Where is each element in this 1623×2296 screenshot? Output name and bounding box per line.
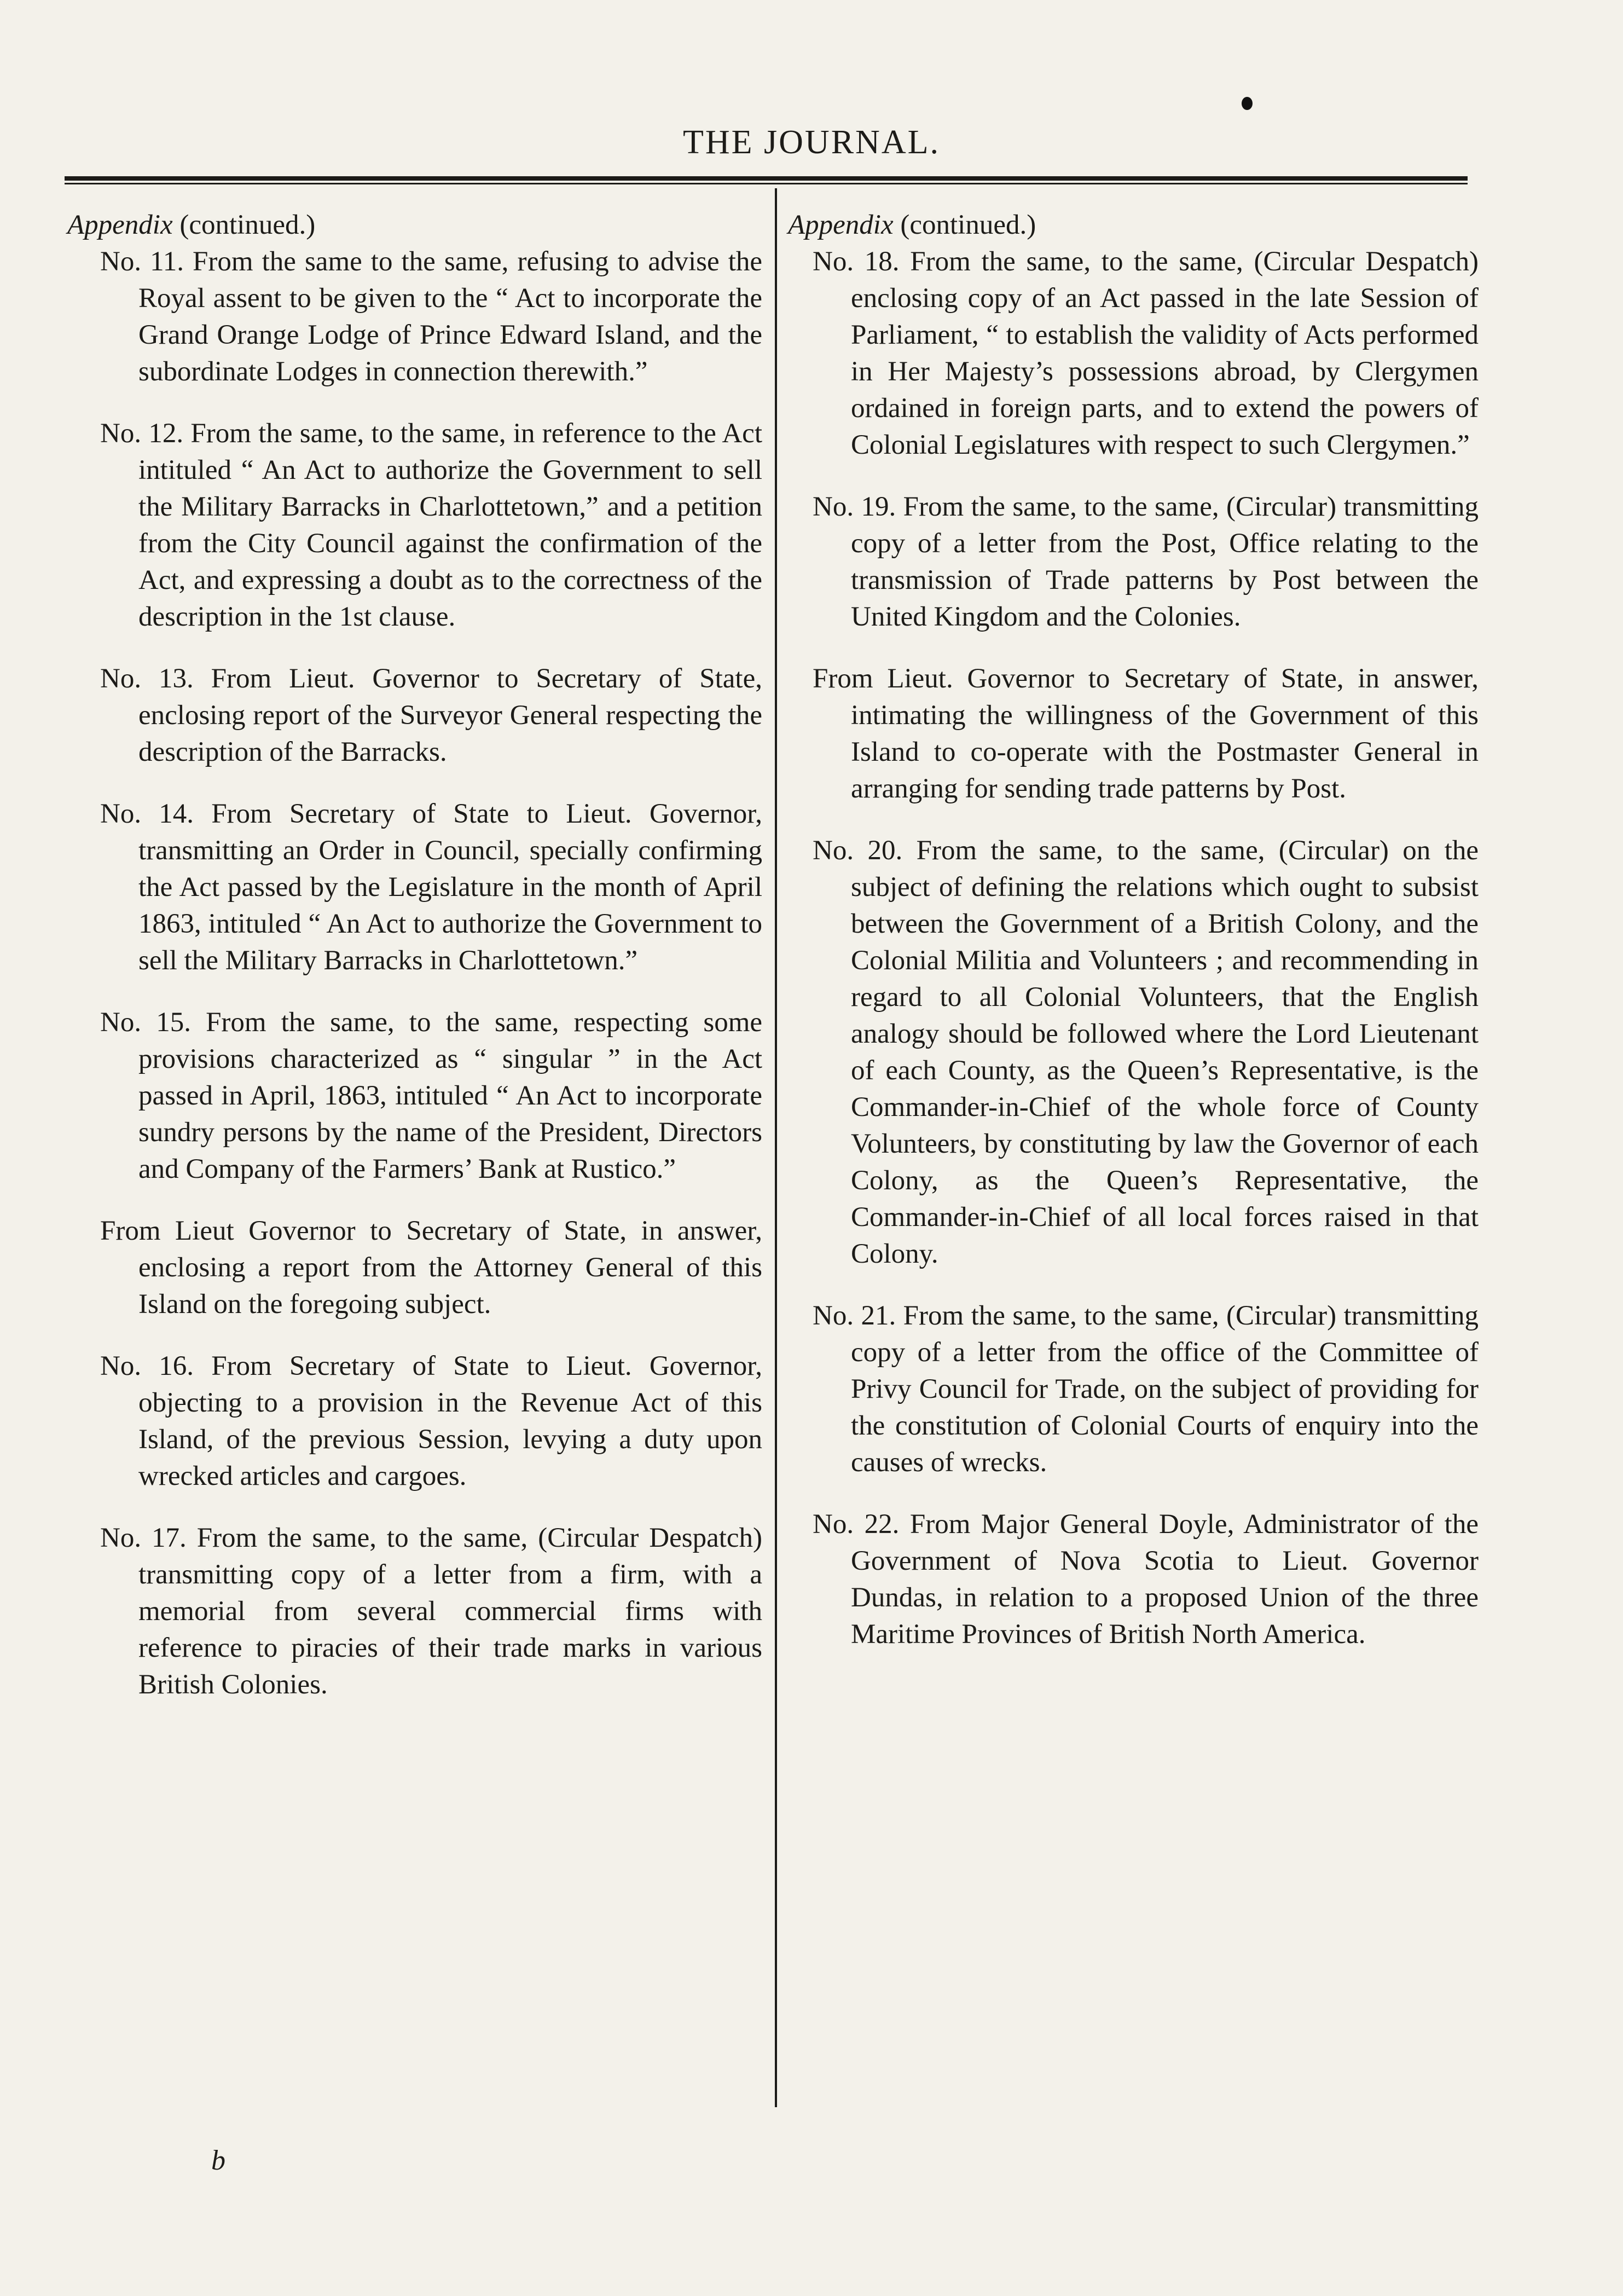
entry-no-15: No. 15. From the same, to the same, respecting some provisions characterized as “ singular ” in the Act passed in April, 1863, intituled “ An Act to incorporate sundry persons by the name of the President, Directors and Company of the Farmers’ Bank at Rustico.”	[100, 1007, 762, 1184]
ink-dot	[1242, 97, 1253, 110]
column-heading: Appendix (continued.)	[788, 210, 1036, 240]
entry-no-22: No. 22. From Major General Doyle, Administrator of the Government of Nova Scotia to Lieut. Governor Dundas, in relation to a proposed Union of the three Maritime Provinces of British North America.	[813, 1509, 1479, 1650]
header-rule	[65, 176, 1468, 181]
entry-no-17: No. 17. From the same, to the same, (Circular Despatch) transmitting copy of a letter from a firm, with a memorial from several commercial firms with reference to piracies of their trade marks in various British Colonies.	[100, 1523, 762, 1700]
entry-no-11: No. 11. From the same to the same, refusing to advise the Royal assent to be given to the “ Act to incorporate the Grand Orange Lodge of Prince Edward Island, and the subordinate Lodges in connection therewith.”	[100, 246, 762, 387]
column-heading: Appendix (continued.)	[67, 210, 316, 240]
signature-mark: b	[211, 2145, 225, 2176]
entry-no-16: No. 16. From Secretary of State to Lieut. Governor, objecting to a provision in the Revenue Act of this Island, of the previous Session, levying a duty upon wrecked articles and cargoes.	[100, 1351, 762, 1491]
entry-reply-postmaster: From Lieut. Governor to Secretary of State, in answer, intimating the willingness of the Government of this Island to co-operate with the Postmaster General in arranging for sending trade patterns by Post.	[813, 663, 1479, 804]
page-title: THE JOURNAL.	[683, 124, 940, 161]
column-divider	[775, 188, 777, 2107]
entry-no-12: No. 12. From the same, to the same, in reference to the Act intituled “ An Act to authorize the Government to sell the Military Barracks in Charlottetown,” and a petition from the City Council against the confirmation of the Act, and expressing a doubt as to the correctness of the description in the 1st clause.	[100, 418, 762, 632]
entry-no-14: No. 14. From Secretary of State to Lieut. Governor, transmitting an Order in Council, specially confirming the Act passed by the Legislature in the month of April 1863, intituled “ An Act to authorize the Government to sell the Military Barracks in Charlottetown.”	[100, 799, 762, 976]
entry-no-20: No. 20. From the same, to the same, (Circular) on the subject of defining the relations which ought to subsist between the Government of a British Colony, and the Colonial Militia and Volunteers ; and recommending in regard to all Colonial Volunteers, that the English analogy should be followed where the Lord Lieutenant of each County, as the Queen’s Representative, is the Commander-in-Chief of the whole force of County Volunteers, by constituting by law the Governor of each Colony, as the Queen’s Representative, the Commander-in-Chief of all local forces raised in that Colony.	[813, 835, 1479, 1269]
entry-reply-attorney-general: From Lieut Governor to Secretary of State, in answer, enclosing a report from the Attorney General of this Island on the foregoing subject.	[100, 1216, 762, 1320]
header-rule-thin	[65, 183, 1468, 184]
entry-no-19: No. 19. From the same, to the same, (Circular) transmitting copy of a letter from the Post, Office relating to the transmission of Trade patterns by Post between the United Kingdom and the Colonies.	[813, 491, 1479, 632]
left-column	[67, 207, 762, 1703]
entry-no-21: No. 21. From the same, to the same, (Circular) transmitting copy of a letter from the office of the Committee of Privy Council for Trade, on the subject of providing for the constitution of Colonial Courts of enquiry into the causes of wrecks.	[813, 1300, 1479, 1478]
entry-no-18: No. 18. From the same, to the same, (Circular Despatch) enclosing copy of an Act passed in the late Session of Parliament, “ to establish the validity of Acts performed in Her Majesty’s possessions abroad, by Clergymen ordained in foreign parts, and to extend the powers of Colonial Legislatures with respect to such Clergymen.”	[813, 246, 1479, 460]
entry-no-13: No. 13. From Lieut. Governor to Secretary of State, enclosing report of the Surveyor General respecting the description of the Barracks.	[100, 663, 762, 767]
right-column	[788, 207, 1479, 1653]
